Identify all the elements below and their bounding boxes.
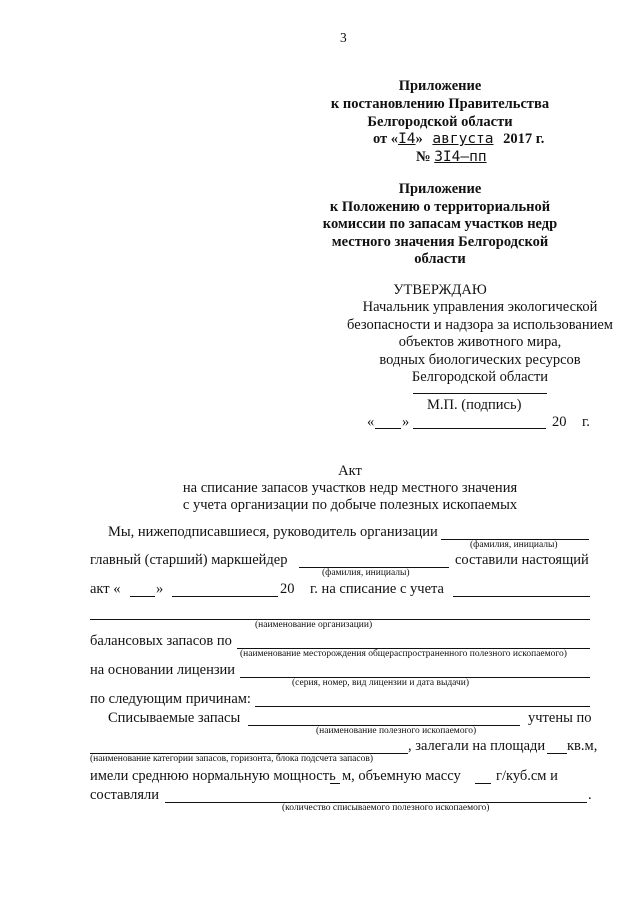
caption-deposit: (наименование месторождения общераспространенного полезного ископаемого) <box>240 649 567 659</box>
body-line8b: кв.м, <box>567 738 598 754</box>
body-line1: Мы, нижеподписавшиеся, руководитель организации <box>108 524 438 540</box>
caption-quantity: (количество списываемого полезного ископаемого) <box>282 803 490 813</box>
approval-year-label: 20 <box>552 414 567 430</box>
appendix2-line2: к Положению о территориальной <box>329 199 551 215</box>
body-line7b: учтены по <box>528 710 592 726</box>
body-line7a: Списываемые запасы <box>108 710 241 726</box>
appendix1-date <box>373 131 544 148</box>
act-title: Акт <box>338 463 362 479</box>
date-year: 2017 г. <box>503 131 545 147</box>
act-subtitle2: с учета организации по добыче полезных ископаемых <box>182 497 518 513</box>
approval-g: г. <box>582 414 590 430</box>
approval-date-close: » <box>402 414 410 430</box>
signature-line <box>413 393 547 394</box>
body-line8a: , залегали на площади <box>408 738 546 754</box>
number-prefix: № <box>416 149 431 165</box>
page-number: 3 <box>340 30 347 45</box>
approval-day-line <box>375 428 401 429</box>
appendix1-title: Приложение <box>398 78 482 94</box>
date-month: августа <box>432 131 494 147</box>
appendix1-region: Белгородской области <box>367 114 513 130</box>
body-line4: балансовых запасов по <box>90 633 232 649</box>
appendix1-ref: к постановлению Правительства <box>330 96 550 112</box>
density-line <box>475 783 491 784</box>
approval-line2: безопасности и надзора за использованием <box>347 317 613 333</box>
body-line9a: имели среднюю нормальную мощность <box>90 768 336 784</box>
act-org-line-end <box>453 596 590 597</box>
appendix2-title: Приложение <box>398 181 482 197</box>
approval-title: УТВЕРЖДАЮ <box>393 282 487 298</box>
caption-surveyor-name: (фамилия, инициалы) <box>322 568 410 578</box>
thickness-line <box>330 783 340 784</box>
reasons-line <box>255 706 590 707</box>
approval-line4: водных биологических ресурсов <box>379 352 581 368</box>
caption-category: (наименование категории запасов, горизонта, блока подсчета запасов) <box>90 754 374 764</box>
date-prefix: от « <box>373 131 399 147</box>
approval-line1: Начальник управления экологической <box>362 299 598 315</box>
caption-license: (серия, номер, вид лицензии и дата выдачи) <box>292 678 470 688</box>
body-line10-end: . <box>588 787 592 803</box>
approval-date-open: « <box>367 414 375 430</box>
body-line3a: акт « <box>90 581 121 597</box>
caption-organization: (наименование организации) <box>255 620 373 630</box>
act-day-line <box>130 596 155 597</box>
area-line <box>547 753 567 754</box>
body-line10: составляли <box>90 787 159 803</box>
appendix2-line3: комиссии по запасам участков недр <box>322 216 558 232</box>
body-line9b: м, объемную массу <box>342 768 461 784</box>
body-line5: на основании лицензии <box>90 662 236 678</box>
body-line3d: г. на списание с учета <box>310 581 444 597</box>
body-line2a: главный (старший) маркшейдер <box>90 552 288 568</box>
date-mid: » <box>415 131 423 147</box>
signature-caption: М.П. (подпись) <box>427 397 522 413</box>
body-line9c: г/куб.см и <box>496 768 558 784</box>
act-month-line <box>172 596 278 597</box>
body-line6: по следующим причинам: <box>90 691 251 707</box>
approval-line3: объектов животного мира, <box>398 334 562 350</box>
approval-month-line <box>413 428 546 429</box>
appendix2-line5: области <box>414 251 466 267</box>
approval-line5: Белгородской области <box>411 369 549 385</box>
caption-head-name: (фамилия, инициалы) <box>470 540 558 550</box>
act-subtitle1: на списание запасов участков недр местного значения <box>182 480 518 496</box>
appendix1-number <box>416 149 487 166</box>
appendix2-line4: местного значения Белгородской <box>331 234 549 250</box>
body-line3b: » <box>156 581 164 597</box>
number-value: 3I4–пп <box>434 149 487 165</box>
date-day: I4 <box>398 131 416 147</box>
caption-mineral: (наименование полезного ископаемого) <box>316 726 477 736</box>
body-line3c: 20 <box>280 581 295 597</box>
body-line2b: составили настоящий <box>455 552 589 568</box>
